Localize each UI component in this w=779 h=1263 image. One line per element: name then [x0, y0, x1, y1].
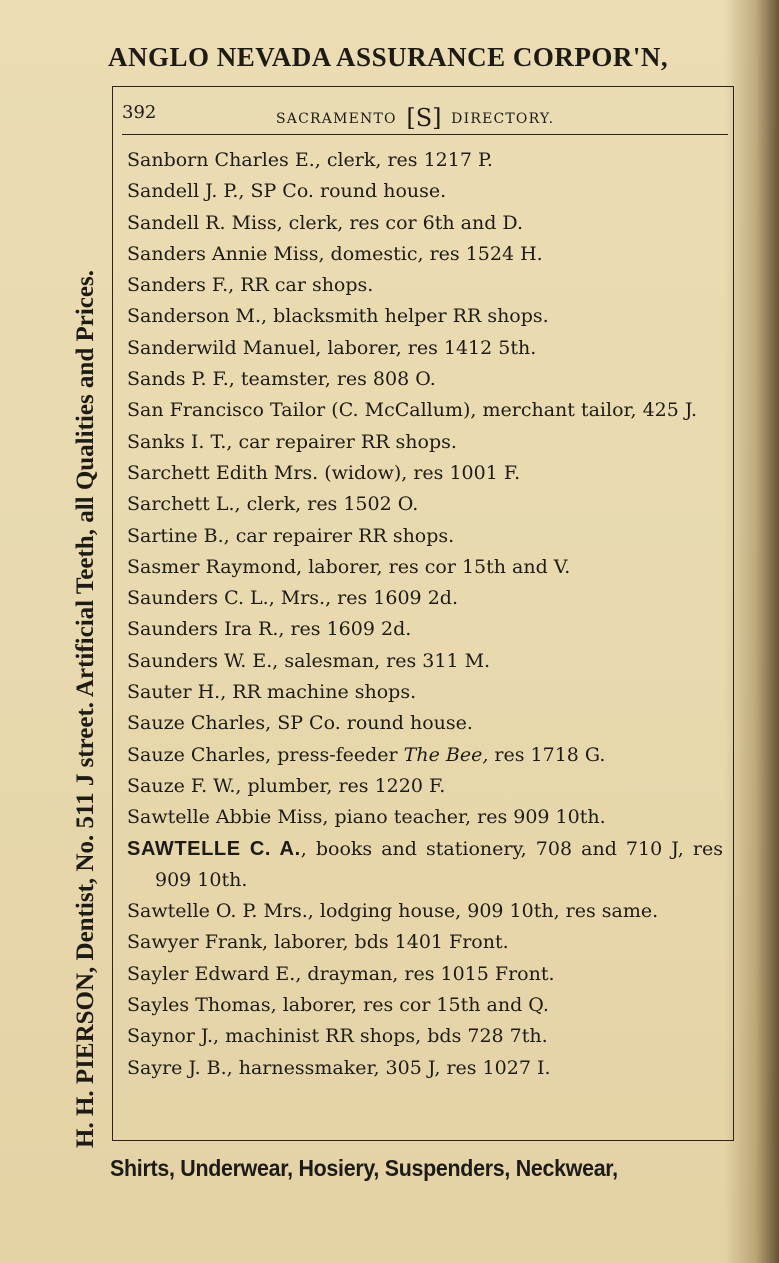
running-head-city: SACRAMENTO: [276, 111, 397, 127]
entry-text: , books and stationery, 708 and 710 J, res 909 10th.: [155, 837, 723, 891]
directory-entry: Sanderwild Manuel, laborer, res 1412 5th.: [127, 336, 537, 359]
directory-entry: Sauter H., RR machine shops.: [127, 681, 417, 704]
directory-entry: Saunders Ira R., res 1609 2d.: [127, 618, 412, 641]
section-letter: [S]: [406, 104, 442, 132]
directory-entry: Saunders W. E., salesman, res 311 M.: [127, 649, 491, 672]
bottom-advertisement: Shirts, Underwear, Hosiery, Suspenders, Neckwear,: [110, 1155, 618, 1181]
directory-entry: Sarchett L., clerk, res 1502 O.: [127, 493, 419, 516]
directory-entry: Sawtelle Abbie Miss, piano teacher, res 909 10th.: [127, 806, 606, 829]
directory-entry: Sauze F. W., plumber, res 1220 F.: [127, 774, 446, 797]
directory-entry: Saynor J., machinist RR shops, bds 728 7th.: [127, 1025, 548, 1048]
directory-entry: Sasmer Raymond, laborer, res cor 15th and V.: [127, 555, 571, 578]
directory-entry: [127, 740, 723, 771]
directory-entry: Sartine B., car repairer RR shops.: [127, 524, 455, 547]
directory-entry: Sanks I. T., car repairer RR shops.: [127, 430, 457, 453]
directory-entry: Sawtelle O. P. Mrs., lodging house, 909 10th, res same.: [127, 900, 659, 923]
directory-entry: Sanderson M., blacksmith helper RR shops.: [127, 305, 549, 328]
running-head-title: DIRECTORY.: [451, 111, 555, 127]
directory-entry: Sandell R. Miss, clerk, res cor 6th and D.: [127, 211, 523, 234]
header-rule: [122, 134, 728, 135]
page-header: [122, 100, 728, 130]
entry-bold-name: SAWTELLE C. A.: [127, 837, 301, 860]
entry-italic-text: The Bee,: [403, 743, 489, 766]
directory-entry: Sayler Edward E., drayman, res 1015 Front.: [127, 962, 555, 985]
directory-entry: Sayre J. B., harnessmaker, 305 J, res 1027 I.: [127, 1056, 551, 1079]
directory-entry: San Francisco Tailor (C. McCallum), merchant tailor, 425 J.: [127, 399, 698, 422]
directory-entry: Sands P. F., teamster, res 808 O.: [127, 368, 436, 391]
running-head: [276, 104, 554, 132]
directory-entry: Saunders C. L., Mrs., res 1609 2d.: [127, 587, 458, 610]
entry-text: res 1718 G.: [488, 743, 606, 766]
entry-text: Sauze Charles, press-feeder: [127, 743, 404, 766]
directory-entry: Sanders F., RR car shops.: [127, 274, 374, 297]
directory-entry: Sanborn Charles E., clerk, res 1217 P.: [127, 149, 493, 171]
directory-entries: [127, 145, 723, 1084]
directory-entry: Sawyer Frank, laborer, bds 1401 Front.: [127, 931, 509, 954]
directory-entry: Sandell J. P., SP Co. round house.: [127, 180, 447, 203]
page-number: 392: [122, 102, 157, 123]
directory-entry: Sarchett Edith Mrs. (widow), res 1001 F.: [127, 461, 521, 484]
directory-entry: Sauze Charles, SP Co. round house.: [127, 712, 473, 735]
top-advertisement: ANGLO NEVADA ASSURANCE CORPOR'N,: [108, 42, 669, 72]
directory-entry: Sayles Thomas, laborer, res cor 15th and Q.: [127, 994, 549, 1017]
side-advertisement: H. H. PIERSON, Dentist, No. 511 J street. Artificial Teeth, all Qualities and Prices.: [72, 270, 99, 1148]
directory-entry: [127, 834, 723, 897]
directory-entry: Sanders Annie Miss, domestic, res 1524 H.: [127, 242, 543, 265]
